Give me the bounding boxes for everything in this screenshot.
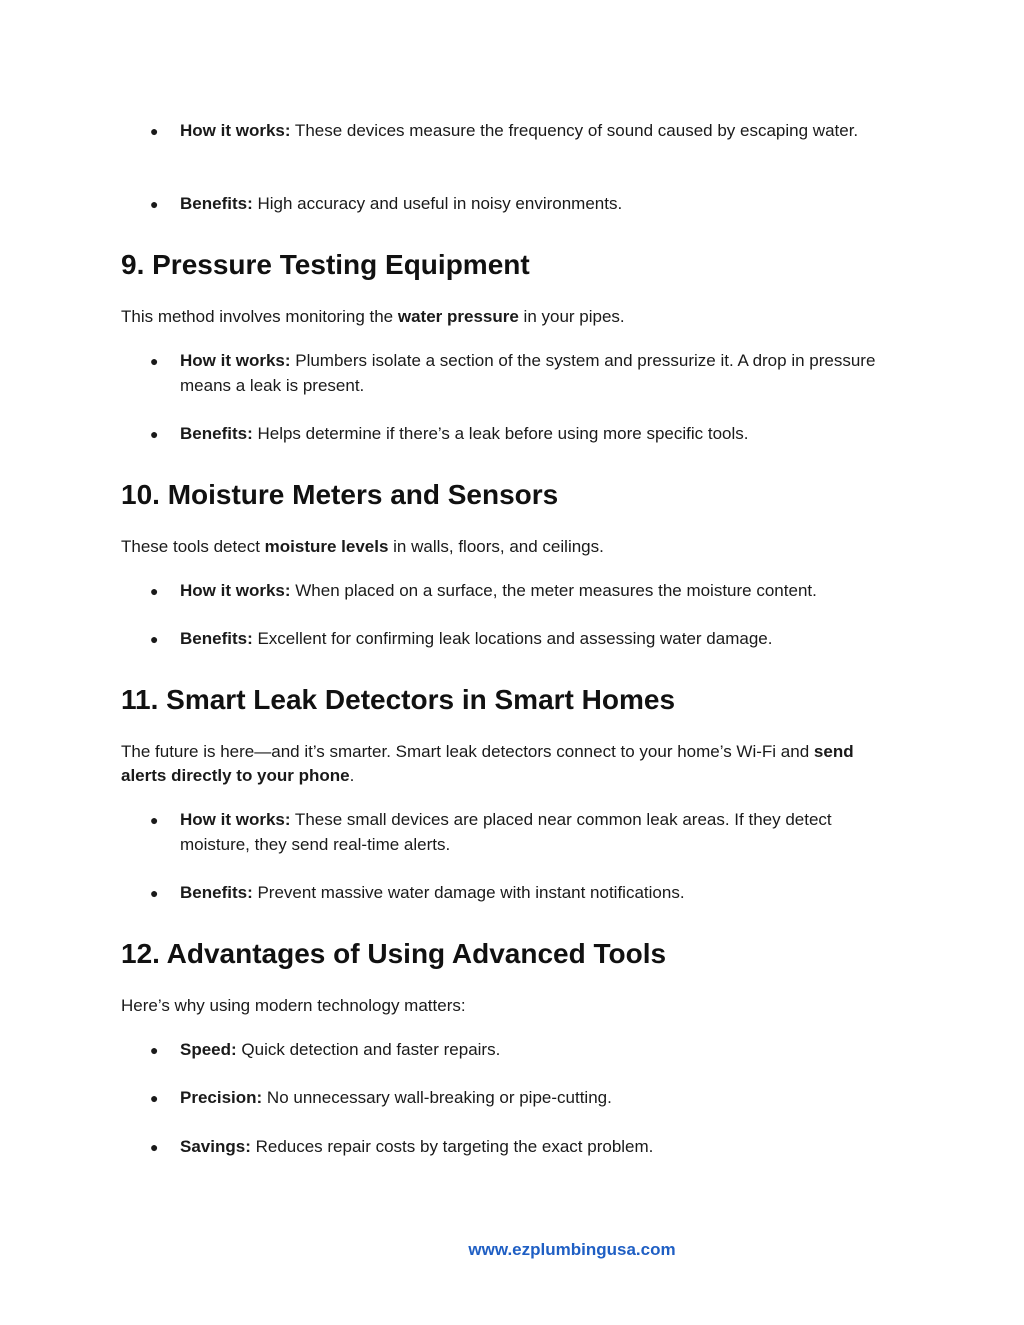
item-label: Savings: (180, 1137, 251, 1156)
section-intro (121, 740, 901, 788)
item-label: Speed: (180, 1040, 237, 1059)
intro-text: in your pipes. (518, 307, 625, 326)
item-label: How it works: (180, 121, 291, 140)
section-intro (121, 535, 901, 559)
item-label: Benefits: (180, 629, 253, 648)
section-heading: 12. Advantages of Using Advanced Tools (121, 938, 667, 969)
intro-text: . (349, 766, 355, 785)
item-text: Plumbers isolate a section of the system and pressurize it. A drop in pressure means a leak is present. (180, 351, 876, 395)
section-intro: Here’s why using modern technology matters: (121, 996, 466, 1015)
intro-text: The future is here—and it’s smarter. Smart leak detectors connect to your home’s Wi-Fi and (121, 742, 814, 761)
list-item (150, 119, 900, 144)
section-heading: 11. Smart Leak Detectors in Smart Homes (121, 684, 676, 715)
item-text: These devices measure the frequency of sound caused by escaping water. (290, 121, 859, 140)
item-text: No unnecessary wall-breaking or pipe-cutting. (262, 1088, 612, 1107)
item-text: Helps determine if there’s a leak before using more specific tools. (252, 424, 749, 443)
item-label: Benefits: (180, 194, 253, 213)
list-item (150, 1135, 900, 1160)
list-item (150, 579, 900, 604)
item-text: Quick detection and faster repairs. (236, 1040, 501, 1059)
item-label: How it works: (180, 581, 291, 600)
bullet-icon: ● (150, 1090, 159, 1106)
item-text: These small devices are placed near common leak areas. If they detect moisture, they send real-time alerts. (180, 810, 832, 854)
intro-bold: send alerts directly to your phone (121, 742, 854, 785)
bullet-icon: ● (150, 631, 159, 647)
list-item (150, 192, 900, 217)
bullet-icon: ● (150, 583, 159, 599)
section-intro (121, 305, 901, 329)
bullet-icon: ● (150, 1139, 159, 1155)
item-text: Excellent for confirming leak locations and assessing water damage. (252, 629, 773, 648)
item-label: Benefits: (180, 424, 253, 443)
item-text: High accuracy and useful in noisy environments. (252, 194, 623, 213)
item-label: Benefits: (180, 883, 253, 902)
intro-text: in walls, floors, and ceilings. (388, 537, 604, 556)
intro-text: These tools detect (121, 537, 265, 556)
section-heading: 10. Moisture Meters and Sensors (121, 479, 559, 510)
list-item (150, 881, 900, 906)
bullet-icon: ● (150, 885, 159, 901)
item-label: How it works: (180, 351, 291, 370)
item-text: Prevent massive water damage with instant notifications. (252, 883, 685, 902)
bullet-icon: ● (150, 1042, 159, 1058)
bullet-icon: ● (150, 812, 159, 828)
list-item (150, 349, 900, 398)
item-label: Precision: (180, 1088, 263, 1107)
list-item (150, 1086, 900, 1111)
footer-website-link[interactable]: www.ezplumbingusa.com (468, 1240, 676, 1259)
bullet-icon: ● (150, 123, 159, 139)
list-item (150, 1038, 900, 1063)
intro-bold: water pressure (397, 307, 519, 326)
bullet-icon: ● (150, 353, 159, 369)
item-text: Reduces repair costs by targeting the exact problem. (250, 1137, 654, 1156)
intro-bold: moisture levels (264, 537, 389, 556)
item-label: How it works: (180, 810, 291, 829)
list-item (150, 627, 900, 652)
list-item (150, 808, 900, 857)
list-item (150, 422, 900, 447)
bullet-icon: ● (150, 196, 159, 212)
bullet-icon: ● (150, 426, 159, 442)
section-heading: 9. Pressure Testing Equipment (121, 249, 530, 280)
intro-text: This method involves monitoring the (121, 307, 398, 326)
item-text: When placed on a surface, the meter measures the moisture content. (290, 581, 817, 600)
